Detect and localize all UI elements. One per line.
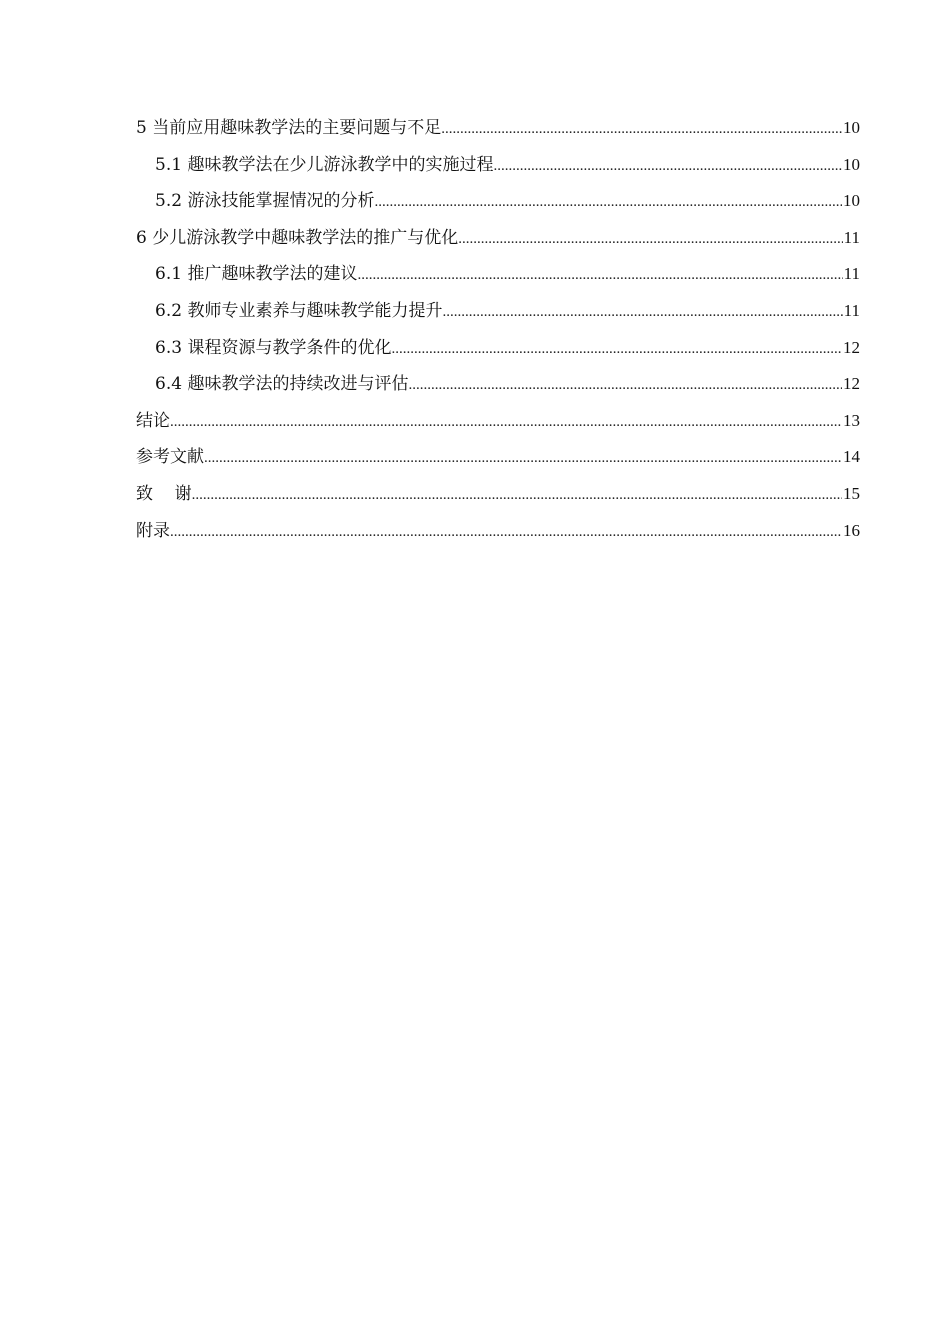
toc-dot-leader — [192, 477, 842, 514]
toc-entry-title: 5.1 趣味教学法在少儿游泳教学中的实施过程 — [155, 154, 494, 175]
toc-entry-title: 6.1 推广趣味教学法的建议 — [155, 264, 358, 285]
toc-dot-leader — [204, 440, 842, 477]
toc-dot-leader — [442, 294, 842, 331]
toc-entry-page: 11 — [843, 264, 860, 284]
toc-entry[interactable] — [136, 439, 860, 476]
toc-dot-leader — [357, 257, 842, 294]
toc-entry[interactable] — [136, 403, 860, 440]
toc-entry-page: 16 — [843, 520, 860, 540]
toc-entry-page: 11 — [843, 227, 860, 247]
toc-entry[interactable] — [136, 183, 860, 220]
toc-entry[interactable] — [136, 513, 860, 550]
toc-dot-leader — [458, 221, 842, 258]
toc-dot-leader — [408, 367, 842, 404]
toc-entry[interactable] — [136, 366, 860, 403]
toc-entry[interactable] — [136, 330, 860, 367]
toc-entry-title: 附录 — [136, 520, 170, 541]
toc-entry-page: 11 — [843, 300, 860, 320]
toc-entry-title: 致 谢 — [136, 483, 192, 504]
toc-entry-title: 参考文献 — [136, 447, 204, 468]
toc-entry-title: 6 少儿游泳教学中趣味教学法的推广与优化 — [136, 227, 459, 248]
toc-entry-title: 6.4 趣味教学法的持续改进与评估 — [155, 374, 409, 395]
toc-entry-title: 结论 — [136, 410, 170, 431]
table-of-contents — [136, 110, 860, 549]
toc-dot-leader — [170, 514, 842, 551]
toc-entry-page: 13 — [843, 410, 860, 430]
toc-entry[interactable] — [136, 147, 860, 184]
toc-entry-title: 6.3 课程资源与教学条件的优化 — [155, 337, 392, 358]
toc-entry[interactable] — [136, 256, 860, 293]
toc-entry-page: 12 — [843, 337, 860, 357]
toc-entry[interactable] — [136, 293, 860, 330]
toc-entry-title: 5 当前应用趣味教学法的主要问题与不足 — [136, 118, 442, 138]
toc-entry-page: 10 — [843, 118, 860, 137]
toc-entry[interactable] — [136, 110, 860, 147]
toc-dot-leader — [374, 184, 842, 221]
toc-entry-page: 14 — [843, 447, 860, 467]
toc-entry[interactable] — [136, 476, 860, 513]
toc-entry-page: 10 — [843, 191, 860, 211]
toc-entry-page: 12 — [843, 374, 860, 394]
toc-entry-title: 5.2 游泳技能掌握情况的分析 — [155, 191, 375, 212]
toc-entry-page: 10 — [843, 154, 860, 174]
toc-dot-leader — [170, 404, 842, 441]
toc-entry-title: 6.2 教师专业素养与趣味教学能力提升 — [155, 300, 443, 321]
toc-dot-leader — [493, 148, 842, 185]
toc-entry-page: 15 — [843, 483, 860, 503]
toc-dot-leader — [391, 331, 842, 368]
toc-dot-leader — [441, 111, 842, 148]
toc-entry[interactable] — [136, 220, 860, 257]
